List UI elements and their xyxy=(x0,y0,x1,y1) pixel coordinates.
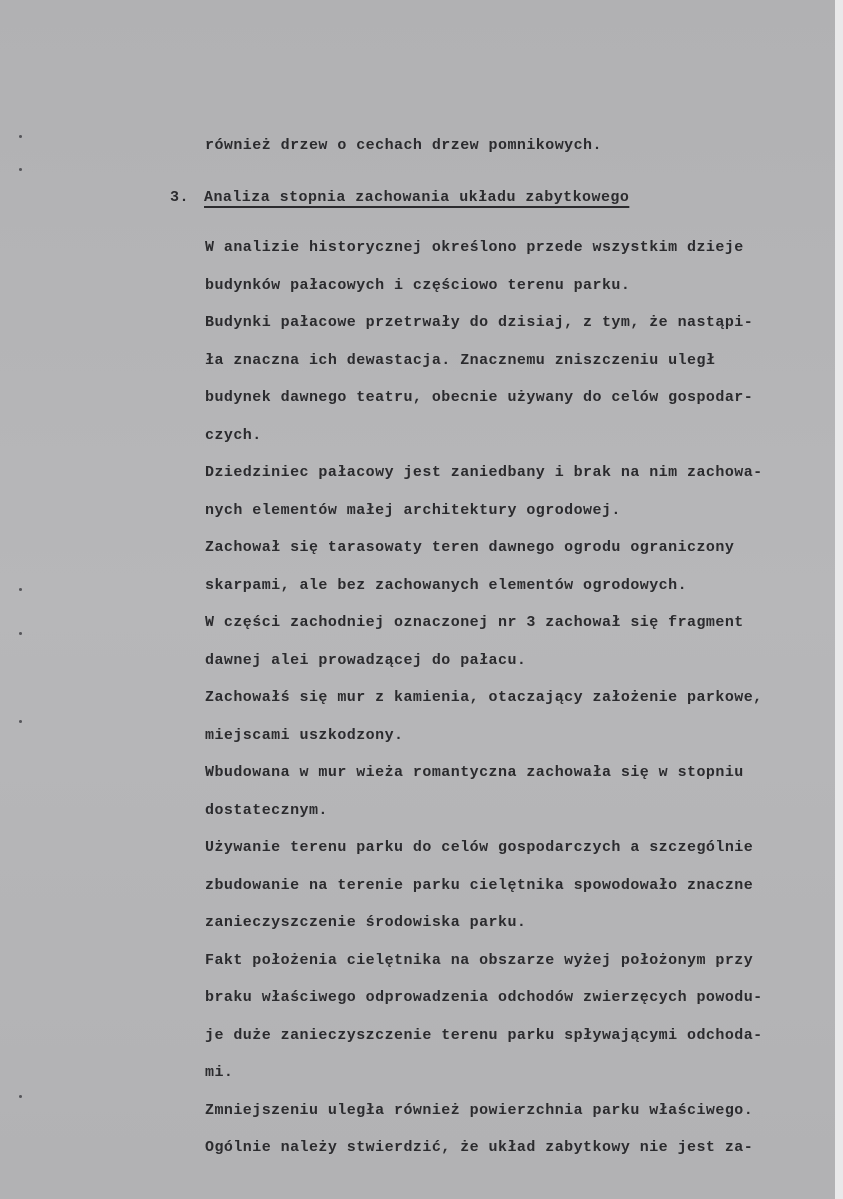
text-line: skarpami, ale bez zachowanych elementów ogrodowych. xyxy=(205,576,688,594)
text-line: Wbudowana w mur wieża romantyczna zachowała się w stopniu xyxy=(205,764,744,781)
page-edge xyxy=(835,0,843,1199)
text-line: braku właściwego odprowadzenia odchodów zwierzęcych powodu- xyxy=(205,989,763,1006)
text-line: zbudowanie na terenie parku cielętnika spowodowało znaczne xyxy=(205,876,754,894)
margin-mark xyxy=(19,632,22,635)
text-line: W części zachodniej oznaczonej nr 3 zachował się fragment xyxy=(205,614,744,631)
text-line: zanieczyszczenie środowiska parku. xyxy=(205,914,527,931)
text-line: Zachował się tarasowaty teren dawnego ogrodu ograniczony xyxy=(205,539,735,556)
text-line: Zachowałś się mur z kamienia, otaczający założenie parkowe, xyxy=(205,689,763,706)
text-line: budynek dawnego teatru, obecnie używany do celów gospodar- xyxy=(205,389,754,406)
text-line: ła znaczna ich dewastacja. Znacznemu zniszczeniu uległ xyxy=(205,351,716,369)
text-line: W analizie historycznej określono przede wszystkim dzieje xyxy=(205,239,744,256)
text-line: Dziedziniec pałacowy jest zaniedbany i brak na nim zachowa- xyxy=(205,464,763,481)
margin-mark xyxy=(19,588,22,591)
margin-mark xyxy=(19,1095,22,1098)
section-title: Analiza stopnia zachowania układu zabytkowego xyxy=(204,189,630,206)
margin-mark xyxy=(19,168,22,171)
text-line: budynków pałacowych i częściowo terenu parku. xyxy=(205,276,631,294)
section-number: 3. xyxy=(170,189,189,206)
text-line: dostatecznym. xyxy=(205,801,328,819)
text-line: Fakt położenia cielętnika na obszarze wyżej położonym przy xyxy=(205,951,754,969)
intro-line: również drzew o cechach drzew pomnikowych. xyxy=(205,137,602,154)
text-line: Zmniejszeniu uległa również powierzchnia parku właściwego. xyxy=(205,1101,754,1119)
section-heading xyxy=(170,188,629,208)
text-line: dawnej alei prowadzącej do pałacu. xyxy=(205,651,527,669)
text-line: Budynki pałacowe przetrwały do dzisiaj, z tym, że nastąpi- xyxy=(205,314,754,331)
text-line: miejscami uszkodzony. xyxy=(205,726,404,744)
text-line: Ogólnie należy stwierdzić, że układ zabytkowy nie jest za- xyxy=(205,1139,754,1156)
text-line: je duże zanieczyszczenie terenu parku spływającymi odchoda- xyxy=(205,1026,763,1044)
margin-mark xyxy=(19,720,22,723)
text-line: Używanie terenu parku do celów gospodarczych a szczególnie xyxy=(205,839,754,856)
text-line: mi. xyxy=(205,1064,234,1081)
text-line: nych elementów małej architektury ogrodowej. xyxy=(205,501,621,519)
text-line: czych. xyxy=(205,426,262,444)
margin-mark xyxy=(19,135,22,138)
